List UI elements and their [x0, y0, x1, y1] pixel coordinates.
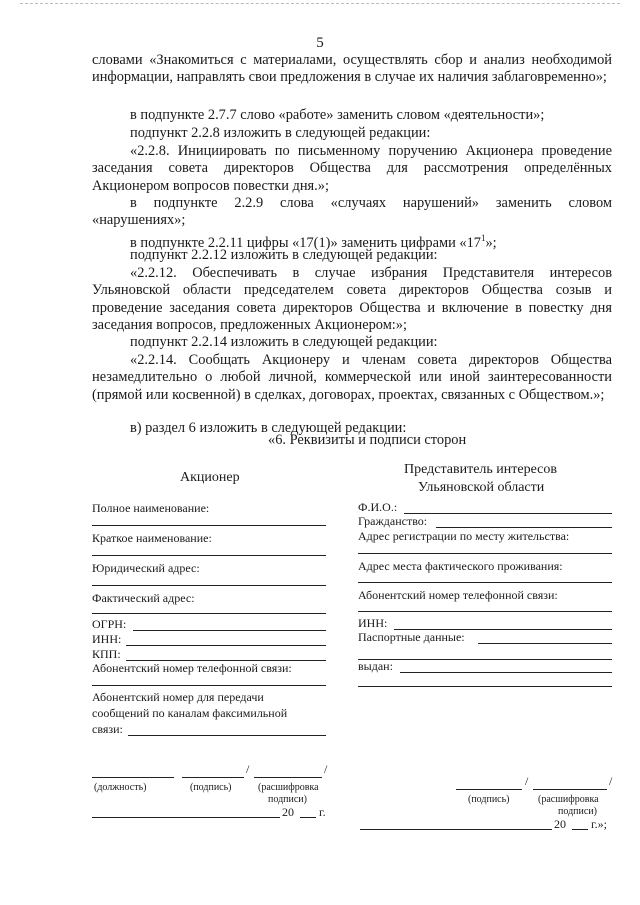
right-phone-label: Абонентский номер телефонной связи:	[358, 588, 558, 602]
left-legal-address-line	[92, 585, 326, 586]
paragraph: словами «Знакомиться с материалами, осуществлять сбор и анализ необходимой информации, направлять свои предложения в случае их наличия заблаговременно»;	[92, 52, 612, 86]
right-phone-line	[358, 611, 612, 612]
right-issued-line-2	[358, 686, 612, 687]
left-position-caption: (должность)	[94, 782, 147, 793]
paragraph: «2.2.8. Инициировать по письменному поручению Акционера проведение заседания совета директоров Общества для рассмотрения определённых Акционером вопросов повестки дня.»;	[92, 143, 612, 194]
left-actual-address-label: Фактический адрес:	[92, 591, 195, 605]
left-phone-line	[92, 685, 326, 686]
left-fax-line	[128, 735, 326, 736]
left-inn-line	[126, 645, 326, 646]
right-slash-2: /	[609, 774, 613, 788]
right-citizenship-label: Гражданство:	[358, 514, 428, 528]
right-slash-1: /	[525, 774, 529, 788]
paragraph: «2.2.14. Сообщать Акционеру и членам совета директоров Общества незамедлительно о любой личной, коммерческой или иной заинтересованности (прямой или косвенной) в сделках, договорах, проектах, связанных с Обществом.»;	[92, 352, 612, 403]
paragraph: подпункт 2.2.8 изложить в следующей редакции:	[130, 125, 431, 141]
right-decoding-caption-1: (расшифровка	[538, 794, 599, 805]
right-year-line	[572, 829, 588, 830]
right-decoding-caption-2: подписи)	[558, 806, 597, 817]
left-kpp-label: КПП:	[92, 647, 121, 661]
left-ogrn-label: ОГРН:	[92, 617, 127, 631]
paragraph: подпункт 2.2.14 изложить в следующей редакции:	[130, 334, 438, 350]
right-year-suffix: г.»;	[591, 817, 607, 831]
right-actual-residence-line	[358, 582, 612, 583]
left-signature-line	[182, 777, 244, 778]
section-title: «6. Реквизиты и подписи сторон	[268, 432, 467, 448]
left-short-name-label: Краткое наименование:	[92, 531, 212, 545]
left-phone-label: Абонентский номер телефонной связи:	[92, 661, 292, 675]
left-fax-label-3: связи:	[92, 722, 123, 736]
right-heading-1: Представитель интересов	[404, 462, 557, 477]
right-heading-2: Ульяновской области	[418, 480, 545, 495]
left-year-line	[300, 817, 316, 818]
right-decoding-line	[533, 789, 607, 790]
left-short-name-line	[92, 555, 326, 556]
right-date-line	[360, 829, 552, 830]
left-decoding-caption-1: (расшифровка	[258, 782, 319, 793]
right-citizenship-line	[436, 527, 612, 528]
left-legal-address-label: Юридический адрес:	[92, 561, 200, 575]
left-year: 20	[282, 805, 294, 819]
right-passport-line	[478, 643, 612, 644]
left-ogrn-line	[133, 630, 326, 631]
paragraph: «2.2.12. Обеспечивать в случае избрания Представителя интересов Ульяновской области председателем совета директоров Общества созыв и проведение заседания совета директоров Общества и включение в повестку дня заседания вопросов, предложенных Акционером:»;	[92, 265, 612, 333]
right-issued-line	[400, 672, 612, 673]
right-signature-caption: (подпись)	[468, 794, 510, 805]
paragraph: в подпункте 2.7.7 слово «работе» заменить словом «деятельности»;	[130, 107, 545, 123]
right-reg-address-label: Адрес регистрации по месту жительства:	[358, 529, 570, 543]
paragraph-text: в подпункте 2.2.11 цифры «17(1)» заменить цифрами «17	[130, 234, 481, 251]
right-passport-line-2	[358, 659, 612, 660]
left-actual-address-line	[92, 613, 326, 614]
left-slash-2: /	[324, 762, 328, 776]
right-actual-residence-label: Адрес места фактического проживания:	[358, 559, 563, 573]
left-slash-1: /	[246, 762, 250, 776]
right-issued-label: выдан:	[358, 659, 393, 673]
right-fio-label: Ф.И.О.:	[358, 500, 398, 514]
superscript: 1	[480, 233, 486, 243]
left-year-suffix: г.	[319, 805, 326, 819]
right-year: 20	[554, 817, 566, 831]
left-full-name-label: Полное наименование:	[92, 501, 210, 515]
left-position-line	[92, 777, 174, 778]
paragraph: в) раздел 6 изложить в следующей редакции:	[130, 420, 407, 436]
left-heading: Акционер	[180, 470, 240, 485]
right-fio-line	[404, 513, 612, 514]
left-decoding-line	[254, 777, 322, 778]
left-fax-label-1: Абонентский номер для передачи	[92, 690, 264, 704]
left-decoding-caption-2: подписи)	[268, 794, 307, 805]
right-passport-label: Паспортные данные:	[358, 630, 465, 644]
paragraph: в подпункте 2.2.9 слова «случаях нарушений» заменить словом «нарушениях»;	[92, 195, 612, 229]
left-signature-caption: (подпись)	[190, 782, 232, 793]
page-number: 5	[316, 35, 324, 51]
paragraph: подпункт 2.2.12 изложить в следующей редакции:	[130, 247, 438, 263]
scan-edge	[20, 3, 620, 4]
paragraph-tail: »;	[485, 234, 497, 251]
left-inn-label: ИНН:	[92, 632, 122, 646]
right-reg-address-line	[358, 553, 612, 554]
left-full-name-line	[92, 525, 326, 526]
left-fax-label-2: сообщений по каналам факсимильной	[92, 706, 288, 720]
right-signature-line	[456, 789, 522, 790]
left-date-line	[92, 817, 280, 818]
right-inn-label: ИНН:	[358, 616, 388, 630]
